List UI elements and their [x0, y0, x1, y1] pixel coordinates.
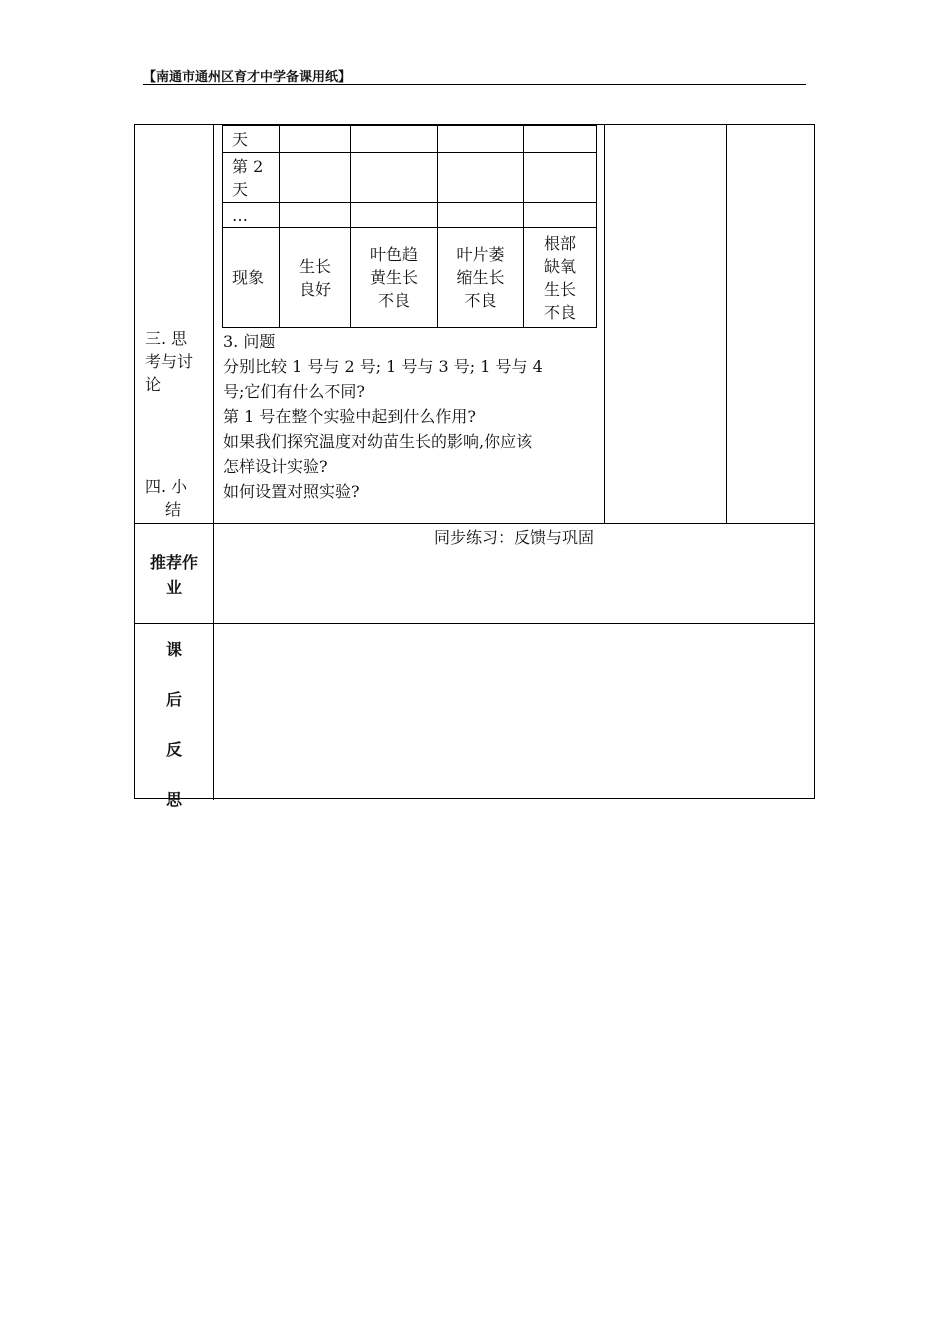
question-line: 如何设置对照实验? — [223, 482, 360, 501]
header-rule — [143, 84, 806, 85]
table-cell — [351, 126, 438, 153]
divider-row-homework — [135, 523, 814, 524]
discussion-questions — [223, 329, 611, 504]
homework-label: 推荐作 业 — [149, 553, 198, 597]
divider-left-column — [213, 125, 214, 800]
practice-text: 同步练习：反馈与巩固 — [433, 528, 594, 547]
observation-table — [222, 125, 597, 328]
table-cell: 第 2 天 — [223, 153, 280, 203]
questions-title: 3. 问题 — [223, 332, 276, 351]
table-cell: 生长 良好 — [280, 228, 351, 328]
table-cell — [351, 153, 438, 203]
document-header: 【南通市通州区育才中学备课用纸】 — [143, 70, 352, 85]
divider-right-column — [726, 125, 727, 523]
table-cell — [524, 126, 597, 153]
table-cell: 根部 缺氧 生长 不良 — [524, 228, 597, 328]
table-row — [223, 228, 597, 328]
table-cell — [524, 203, 597, 228]
table-cell — [280, 126, 351, 153]
question-line: 怎样设计实验? — [223, 457, 328, 476]
table-row — [223, 203, 597, 228]
table-cell — [438, 153, 524, 203]
reflection-label: 课 后 反 思 — [165, 640, 182, 809]
table-row — [223, 126, 597, 153]
table-cell — [351, 203, 438, 228]
table-cell: 叶色趋 黄生长 不良 — [351, 228, 438, 328]
divider-row-reflection — [135, 623, 814, 624]
table-cell: 叶片萎 缩生长 不良 — [438, 228, 524, 328]
table-cell — [438, 203, 524, 228]
section-3-label: 三. 思 考与讨 论 — [145, 329, 194, 394]
question-line: 如果我们探究温度对幼苗生长的影响,你应该 — [223, 432, 533, 451]
table-cell — [280, 203, 351, 228]
question-line: 分别比较 1 号与 2 号; 1 号与 3 号; 1 号与 4 — [223, 357, 543, 376]
table-cell — [438, 126, 524, 153]
section-4-label: 四. 小 结 — [145, 477, 188, 519]
table-cell: 现象 — [223, 228, 280, 328]
table-cell — [524, 153, 597, 203]
lesson-plan-table — [134, 124, 815, 809]
question-line: 号;它们有什么不同? — [223, 382, 365, 401]
table-cell: … — [223, 203, 280, 228]
table-cell: 天 — [223, 126, 280, 153]
table-cell — [280, 153, 351, 203]
table-row — [223, 153, 597, 203]
question-line: 第 1 号在整个实验中起到什么作用? — [223, 407, 476, 426]
